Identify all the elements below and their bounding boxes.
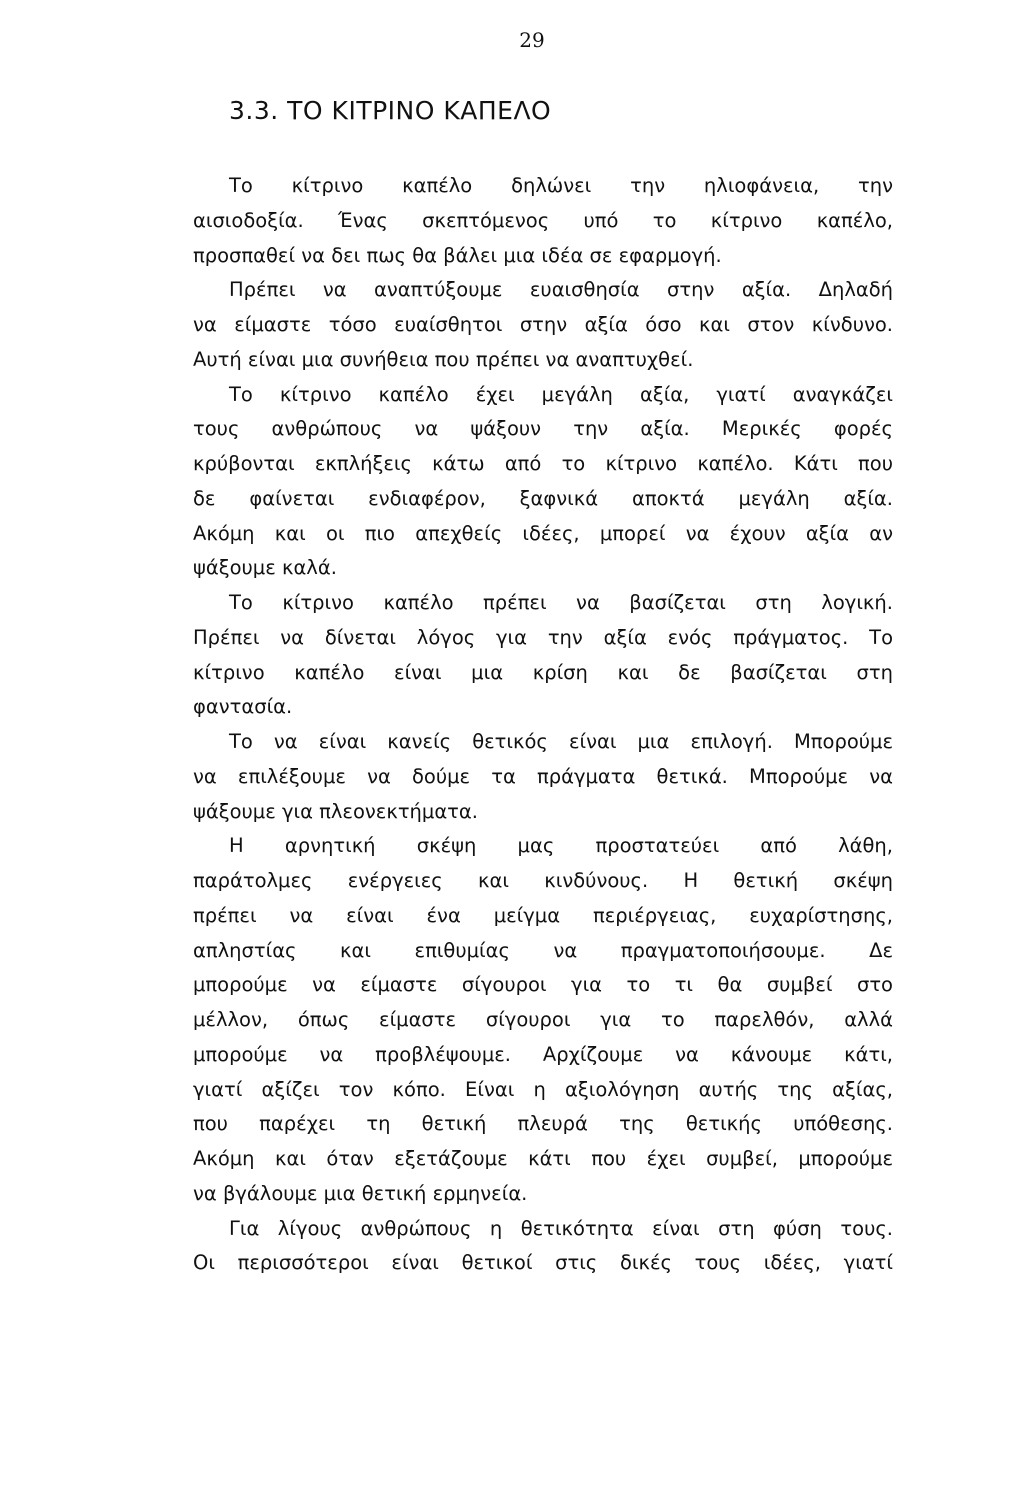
- text-line: γιατί αξίζει τον κόπο. Είναι η αξιολόγηση αυτής της αξίας,: [193, 1077, 893, 1101]
- text-line: τους ανθρώπους να ψάξουν την αξία. Μερικές φορές: [193, 417, 893, 441]
- text-line: Το κίτρινο καπέλο πρέπει να βασίζεται στη λογική.: [229, 591, 893, 614]
- text-line: κρύβονται εκπλήξεις κάτω από το κίτρινο καπέλο. Κάτι που: [193, 452, 893, 475]
- paragraph: [193, 830, 893, 1209]
- text-line: δε φαίνεται ενδιαφέρον, ξαφνικά αποκτά μεγάλη αξία.: [193, 486, 893, 510]
- text-line: Το κίτρινο καπέλο έχει μεγάλη αξία, γιατί αναγκάζει: [229, 382, 893, 406]
- text-line: Η αρνητική σκέψη μας προστατεύει από λάθη,: [229, 834, 893, 858]
- text-line: μπορούμε να προβλέψουμε. Αρχίζουμε να κάνουμε κάτι,: [193, 1042, 893, 1066]
- text-line: αισιοδοξία. Ένας σκεπτόμενος υπό το κίτρινο καπέλο,: [193, 208, 893, 232]
- paragraph: [193, 274, 893, 375]
- text-line: που παρέχει τη θετική πλευρά της θετικής υπόθεσης.: [193, 1112, 893, 1136]
- text-line: Αυτή είναι μια συνήθεια που πρέπει να αναπτυχθεί.: [193, 347, 694, 371]
- text-line: φαντασία.: [193, 695, 293, 719]
- text-line: Οι περισσότεροι είναι θετικοί στις δικές τους ιδέες, γιατί: [193, 1251, 893, 1275]
- paragraph: [193, 587, 893, 722]
- text-line: Ακόμη και όταν εξετάζουμε κάτι που έχει συμβεί, μπορούμε: [193, 1147, 893, 1170]
- text-line: προσπαθεί να δει πως θα βάλει μια ιδέα σε εφαρμογή.: [193, 243, 722, 267]
- text-line: Πρέπει να αναπτύξουμε ευαισθησία στην αξία. Δηλαδή: [229, 278, 893, 302]
- paragraph: [193, 379, 893, 584]
- section-title: 3.3. ΤΟ ΚΙΤΡΙΝΟ ΚΑΠΕΛΟ: [229, 96, 552, 125]
- text-line: απληστίας και επιθυμίας να πραγματοποιήσουμε. Δε: [193, 938, 893, 962]
- text-line: Για λίγους ανθρώπους η θετικότητα είναι στη φύση τους.: [229, 1216, 893, 1240]
- text-line: κίτρινο καπέλο είναι μια κρίση και δε βασίζεται στη: [193, 660, 893, 684]
- paragraph: [193, 170, 893, 271]
- text-line: πρέπει να είναι ένα μείγμα περιέργειας, ευχαρίστησης,: [193, 903, 893, 927]
- text-line: Το κίτρινο καπέλο δηλώνει την ηλιοφάνεια, την: [229, 174, 893, 197]
- text-line: μέλλον, όπως είμαστε σίγουροι για το παρελθόν, αλλά: [193, 1008, 893, 1031]
- text-line: Ακόμη και οι πιο απεχθείς ιδέες, μπορεί να έχουν αξία αν: [193, 521, 893, 545]
- text-line: παράτολμες ενέργειες και κινδύνους. Η θετική σκέψη: [193, 869, 893, 892]
- text-body: [193, 170, 893, 1282]
- paragraph: [193, 1213, 893, 1279]
- text-line: να επιλέξουμε να δούμε τα πράγματα θετικά. Μπορούμε να: [193, 764, 893, 788]
- text-line: μπορούμε να είμαστε σίγουροι για το τι θα συμβεί στο: [193, 973, 893, 997]
- text-line: να είμαστε τόσο ευαίσθητοι στην αξία όσο και στον κίνδυνο.: [193, 313, 893, 336]
- text-line: ψάξουμε για πλεονεκτήματα.: [193, 799, 478, 823]
- text-line: Το να είναι κανείς θετικός είναι μια επιλογή. Μπορούμε: [229, 730, 893, 753]
- page-number: 29: [519, 28, 545, 52]
- text-line: Πρέπει να δίνεται λόγος για την αξία ενός πράγματος. Το: [193, 625, 893, 649]
- text-line: ψάξουμε καλά.: [193, 556, 337, 580]
- text-line: να βγάλουμε μια θετική ερμηνεία.: [193, 1181, 528, 1205]
- paragraph: [193, 726, 893, 827]
